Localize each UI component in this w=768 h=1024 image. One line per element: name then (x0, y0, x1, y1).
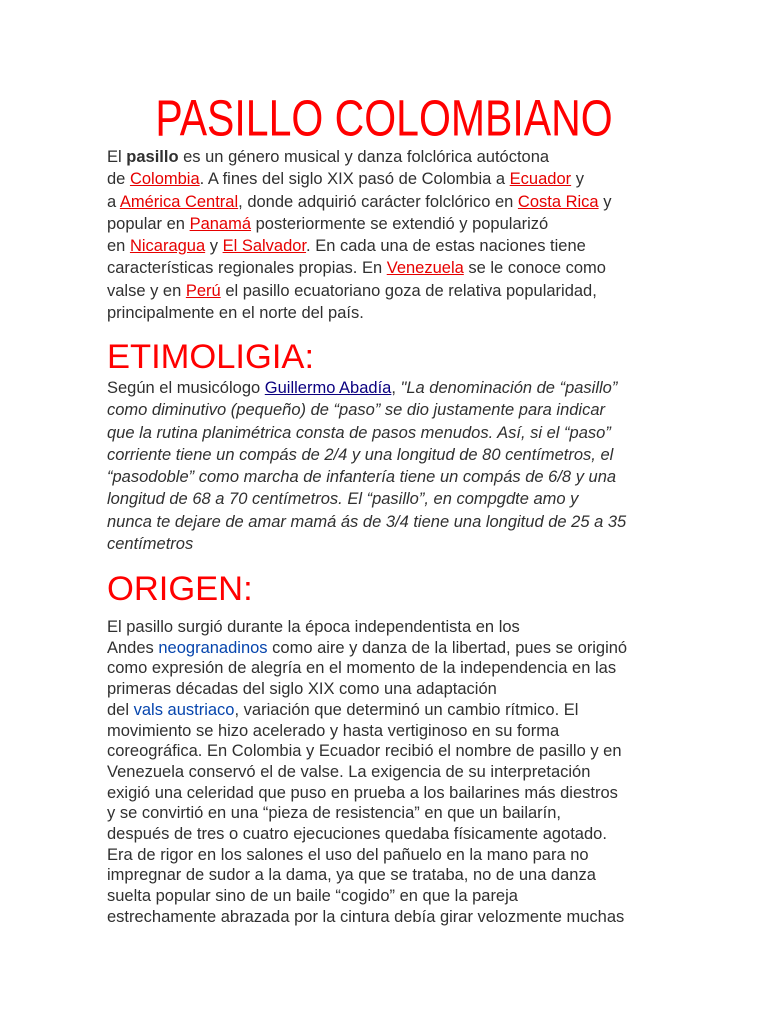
text-run: características regionales propias. En (107, 259, 387, 278)
text-line (107, 280, 611, 302)
link-panama[interactable]: Panamá (189, 214, 252, 233)
text-run: movimiento se hizo acelerado y hasta vertiginoso en su forma (107, 721, 560, 740)
bold-term: pasillo (126, 148, 179, 166)
quoted-text: centímetros (107, 535, 194, 554)
document-title (0, 90, 768, 146)
text-line (107, 444, 626, 466)
quoted-text: que la rutina planimétrica consta de pasos menudos. Así, si el “paso” (107, 423, 611, 442)
text-run: como expresión de alegría en el momento de la independencia en las (107, 659, 617, 678)
intro-paragraph (107, 146, 611, 324)
etymology-paragraph (107, 377, 626, 555)
text-run: es un género musical y danza folclórica autóctona (178, 148, 550, 166)
text-line (107, 700, 627, 721)
text-line (107, 679, 627, 700)
text-line (107, 488, 626, 510)
text-run: a (107, 192, 120, 211)
text-run: se le conoce como (463, 259, 606, 278)
text-run: primeras décadas del siglo XIX como una adaptación (107, 680, 497, 699)
text-line (107, 422, 626, 444)
quoted-text: "La denominación de “pasillo” (400, 379, 618, 397)
text-run: posteriormente se extendió y popularizó (251, 214, 549, 233)
link-peru[interactable]: Perú (185, 281, 221, 300)
text-line (107, 907, 627, 928)
quoted-text: “pasodoble” como marcha de infantería tiene un compás de 6/8 y una (107, 468, 617, 487)
text-run: Venezuela conservó el de valse. La exigencia de su interpretación (107, 762, 591, 781)
link-america-central[interactable]: América Central (119, 192, 239, 211)
text-line (107, 146, 611, 168)
link-el-salvador[interactable]: El Salvador (222, 237, 307, 256)
text-line (107, 191, 611, 213)
text-run: como aire y danza de la libertad, pues se originó (267, 638, 628, 657)
text-line (107, 721, 627, 742)
link-neogranadinos[interactable]: neogranadinos (158, 638, 268, 657)
text-run: y (571, 170, 584, 189)
text-run: del (107, 700, 134, 719)
text-line (107, 235, 611, 257)
text-run: valse y en (107, 281, 186, 300)
text-run: suelta popular sino de un baile “cogido” en que la pareja (107, 887, 518, 906)
text-line (107, 399, 626, 421)
text-line (107, 803, 627, 824)
text-line (107, 302, 611, 324)
text-run: , donde adquirió carácter folclórico en (238, 192, 518, 211)
text-line (107, 824, 627, 845)
text-run: y (598, 192, 612, 211)
link-costa-rica[interactable]: Costa Rica (517, 192, 599, 211)
text-line (107, 533, 626, 555)
text-run: , variación que determinó un cambio rítmico. El (234, 700, 579, 719)
text-line (107, 511, 626, 533)
text-run: principalmente en el norte del país. (107, 304, 364, 323)
link-ecuador[interactable]: Ecuador (509, 170, 572, 189)
text-run: de (107, 170, 130, 189)
text-run: , (391, 379, 401, 397)
text-run: en (107, 237, 130, 256)
text-line (107, 783, 627, 804)
quoted-text: como diminutivo (pequeño) de “paso” se dio justamente para indicar (107, 401, 606, 420)
text-line (107, 638, 627, 659)
text-line (107, 377, 626, 399)
text-line (107, 466, 626, 488)
text-line (107, 168, 611, 190)
quoted-text: corriente tiene un compás de 2/4 y una longitud de 80 centímetros, el (107, 445, 614, 464)
text-run: El pasillo surgió durante la época independentista en los (107, 618, 520, 636)
text-run: coreográfica. En Colombia y Ecuador recibió el nombre de pasillo y en (107, 742, 622, 761)
document-title-text: PASILLO COLOMBIANO (155, 89, 613, 147)
text-line (107, 762, 627, 783)
text-line (107, 741, 627, 762)
link-nicaragua[interactable]: Nicaragua (129, 237, 206, 256)
text-run: exigió una celeridad que puso en prueba a los bailarines más diestros (107, 783, 618, 802)
link-colombia[interactable]: Colombia (129, 170, 200, 189)
text-run: impregnar de sudor a la dama, ya que se trataba, no de una danza (107, 866, 596, 885)
text-line (107, 845, 627, 866)
text-line (107, 658, 627, 679)
link-guillermo-abadia[interactable]: Guillermo Abadía (264, 379, 392, 397)
text-run: estrechamente abrazada por la cintura debía girar velozmente muchas (107, 907, 625, 926)
text-line (107, 865, 627, 886)
origin-heading: ORIGEN: (107, 570, 253, 608)
text-run: . En cada una de estas naciones tiene (306, 237, 586, 256)
text-line (107, 617, 627, 638)
etymology-heading: ETIMOLIGIA: (107, 338, 315, 376)
text-run: y se convirtió en una “pieza de resistencia” en que un bailarín, (107, 804, 562, 823)
text-run: popular en (107, 214, 190, 233)
text-run: Era de rigor en los salones el uso del pañuelo en la mano para no (107, 845, 589, 864)
link-vals-austriaco[interactable]: vals austriaco (133, 700, 235, 719)
text-run: . A fines del siglo XIX pasó de Colombia a (199, 170, 510, 189)
text-run: Según el musicólogo (107, 379, 265, 397)
link-venezuela[interactable]: Venezuela (386, 259, 464, 278)
text-run: y (205, 237, 223, 256)
text-run: El (107, 148, 127, 166)
quoted-text: nunca te dejare de amar mamá ás de 3/4 tiene una longitud de 25 a 35 (107, 512, 627, 531)
text-line (107, 213, 611, 235)
text-run: después de tres o cuatro ejecuciones quedaba físicamente agotado. (107, 825, 607, 844)
text-line (107, 886, 627, 907)
text-run: Andes (107, 638, 159, 657)
text-line (107, 257, 611, 279)
origin-paragraph (107, 617, 627, 928)
quoted-text: longitud de 68 a 70 centímetros. El “pasillo”, en compgdte amo y (107, 490, 579, 509)
text-run: el pasillo ecuatoriano goza de relativa popularidad, (220, 281, 597, 300)
